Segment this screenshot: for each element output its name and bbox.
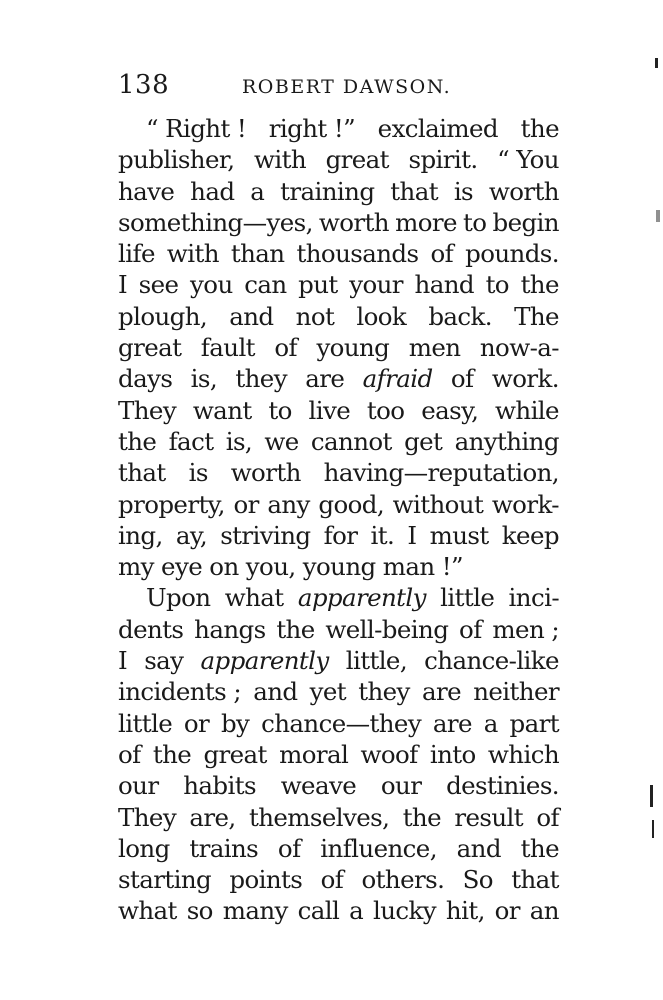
word: property, xyxy=(118,489,225,519)
word: thousands xyxy=(296,239,419,269)
word: They xyxy=(118,802,177,832)
word: for xyxy=(323,520,358,550)
text-line xyxy=(118,489,559,520)
word: hit, xyxy=(445,896,485,926)
word: what xyxy=(118,896,177,926)
word: They xyxy=(118,395,177,425)
word: hangs xyxy=(194,614,266,644)
word: they xyxy=(358,677,410,707)
scan-edge-mark xyxy=(656,210,660,222)
word: that xyxy=(511,865,559,895)
word: see xyxy=(138,270,179,300)
word: had xyxy=(190,176,235,206)
word: say xyxy=(144,646,184,676)
word: little xyxy=(118,708,173,738)
scan-edge-mark xyxy=(652,820,654,838)
word: too xyxy=(366,395,405,425)
word: days xyxy=(118,364,173,394)
word: striving xyxy=(220,520,311,550)
word: live xyxy=(308,395,351,425)
word: incidents ; xyxy=(118,677,241,707)
text-line xyxy=(118,739,559,770)
running-title: ROBERT DAWSON. xyxy=(242,76,452,98)
word: is xyxy=(453,176,474,206)
word: easy, xyxy=(421,395,479,425)
text-line xyxy=(118,895,559,926)
text-line xyxy=(118,176,559,207)
word: with xyxy=(166,239,219,269)
word: keep xyxy=(501,520,559,550)
text-line xyxy=(118,582,559,613)
word: our xyxy=(380,771,422,801)
word: and xyxy=(253,677,298,707)
word: themselves, xyxy=(248,802,390,832)
word: anything xyxy=(454,426,559,456)
text-line xyxy=(118,113,559,144)
word: training xyxy=(280,176,375,206)
word: I xyxy=(118,646,128,676)
word: of xyxy=(459,614,482,644)
word: is, xyxy=(225,426,253,456)
word: back. xyxy=(428,301,492,331)
word: a xyxy=(483,708,498,738)
word: worth xyxy=(488,176,559,206)
word: while xyxy=(495,395,559,425)
word: neither xyxy=(473,677,559,707)
word: hand xyxy=(414,270,474,300)
word: more xyxy=(395,207,457,237)
text-line xyxy=(118,144,559,175)
word: the xyxy=(118,426,157,456)
word: young xyxy=(316,333,390,363)
word: begin xyxy=(492,207,559,237)
scan-edge-mark xyxy=(655,58,658,68)
word: great xyxy=(118,333,182,363)
word: “ You xyxy=(497,145,559,175)
word: fault xyxy=(200,333,255,363)
word: to xyxy=(462,207,487,237)
word: to xyxy=(268,395,292,425)
word: look xyxy=(356,301,407,331)
word: habits xyxy=(183,771,256,801)
word: cannot xyxy=(310,426,392,456)
word: the xyxy=(402,802,442,832)
word: call xyxy=(297,896,340,926)
text-line xyxy=(118,645,559,676)
word: The xyxy=(514,301,559,331)
word: of xyxy=(277,833,301,863)
word: little, xyxy=(345,646,408,676)
word: are, xyxy=(189,802,236,832)
word: the xyxy=(520,114,559,143)
text-line xyxy=(118,457,559,488)
word: of xyxy=(450,364,474,394)
word: now-a- xyxy=(479,333,559,363)
word: your xyxy=(349,270,403,300)
word: life xyxy=(118,239,155,269)
word: have xyxy=(118,176,175,206)
word: get xyxy=(404,426,443,456)
word: must xyxy=(429,520,489,550)
word: a xyxy=(250,176,265,206)
word: or xyxy=(233,489,259,519)
word: I xyxy=(407,520,417,550)
word: an xyxy=(529,896,559,926)
word: into xyxy=(429,739,476,769)
text-line xyxy=(118,833,559,864)
page-number: 138 xyxy=(118,70,170,100)
word: ay, xyxy=(175,520,208,550)
word: great xyxy=(325,145,389,175)
word: our xyxy=(118,771,159,801)
word: well-being xyxy=(325,614,449,644)
word: inci- xyxy=(508,583,559,613)
word: fact xyxy=(168,426,214,456)
text-line xyxy=(118,551,559,582)
word: which xyxy=(487,739,559,769)
word: exclaimed xyxy=(377,114,499,143)
word: great xyxy=(203,739,267,769)
word: publisher, xyxy=(118,145,235,175)
text-line xyxy=(118,520,559,551)
word: worth xyxy=(318,207,389,237)
word: result xyxy=(454,802,524,832)
scan-edge-mark xyxy=(650,785,653,807)
word: are xyxy=(305,364,345,394)
word: dents xyxy=(118,614,184,644)
word: of xyxy=(536,802,559,832)
word: any xyxy=(267,489,310,519)
word: we xyxy=(264,426,299,456)
word: influence, xyxy=(320,833,437,863)
word: men xyxy=(408,333,461,363)
word: is xyxy=(188,458,208,488)
text-line xyxy=(118,363,559,394)
word: are xyxy=(422,677,462,707)
word: that xyxy=(390,176,438,206)
word: want xyxy=(192,395,252,425)
word: of xyxy=(274,333,297,363)
word: moral xyxy=(279,739,349,769)
text-line xyxy=(118,864,559,895)
word: chance—they xyxy=(261,708,422,738)
word: is, xyxy=(190,364,218,394)
word: lucky xyxy=(373,896,437,926)
word: and xyxy=(229,301,274,331)
word: having—reputation, xyxy=(323,458,559,488)
word: than xyxy=(230,239,285,269)
word: weave xyxy=(280,771,357,801)
word: put xyxy=(298,270,338,300)
text-line xyxy=(118,301,559,332)
word: good, xyxy=(318,489,385,519)
word: destinies. xyxy=(446,771,559,801)
word: work- xyxy=(491,489,559,519)
word: to xyxy=(485,270,509,300)
text-line xyxy=(118,207,559,238)
text-line xyxy=(118,676,559,707)
word: what xyxy=(224,583,284,613)
word: long xyxy=(118,833,170,863)
word: the xyxy=(276,614,315,644)
text-line xyxy=(118,395,559,426)
word: yet xyxy=(309,677,347,707)
word: are xyxy=(432,708,472,738)
text-line xyxy=(118,708,559,739)
word: ing, xyxy=(118,520,163,550)
italic-word: apparently xyxy=(200,646,329,676)
word: woof xyxy=(360,739,418,769)
word: can xyxy=(244,270,287,300)
word: right !” xyxy=(268,114,356,143)
word: work. xyxy=(491,364,559,394)
word: my eye on you, young man !” xyxy=(118,552,463,582)
word: the xyxy=(520,270,559,300)
text-line xyxy=(118,426,559,457)
italic-word: apparently xyxy=(297,583,426,613)
word: So xyxy=(462,865,493,895)
word: part xyxy=(509,708,559,738)
word: so xyxy=(186,896,213,926)
word: without xyxy=(392,489,484,519)
word: of xyxy=(118,739,141,769)
body-text xyxy=(118,113,559,927)
word: spirit. xyxy=(408,145,478,175)
word: little xyxy=(440,583,495,613)
word: the xyxy=(520,833,559,863)
word: you xyxy=(190,270,233,300)
text-line xyxy=(118,770,559,801)
word: that xyxy=(118,458,166,488)
text-line xyxy=(118,332,559,363)
word: men ; xyxy=(492,614,559,644)
word: by xyxy=(220,708,250,738)
word: pounds. xyxy=(465,239,559,269)
word: they xyxy=(235,364,287,394)
word: many xyxy=(222,896,288,926)
word: chance-like xyxy=(424,646,559,676)
word: or xyxy=(183,708,210,738)
word: and xyxy=(456,833,501,863)
word: of xyxy=(430,239,454,269)
text-line xyxy=(118,269,559,300)
word: trains xyxy=(189,833,259,863)
text-line xyxy=(118,238,559,269)
word: of xyxy=(320,865,344,895)
word: a xyxy=(349,896,364,926)
word: Upon xyxy=(146,583,211,613)
word: others. xyxy=(361,865,445,895)
word: not xyxy=(295,301,335,331)
word: the xyxy=(152,739,192,769)
word: something—yes, xyxy=(118,207,313,237)
word: with xyxy=(254,145,307,175)
word: “ Right ! xyxy=(146,114,247,143)
page-header xyxy=(118,70,558,106)
word: worth xyxy=(230,458,301,488)
text-line xyxy=(118,802,559,833)
italic-word: afraid xyxy=(362,364,433,394)
word: or xyxy=(494,896,520,926)
text-line xyxy=(118,614,559,645)
word: it. xyxy=(370,520,395,550)
word: I xyxy=(118,270,128,300)
word: starting xyxy=(118,865,212,895)
word: plough, xyxy=(118,301,208,331)
word: points xyxy=(229,865,303,895)
